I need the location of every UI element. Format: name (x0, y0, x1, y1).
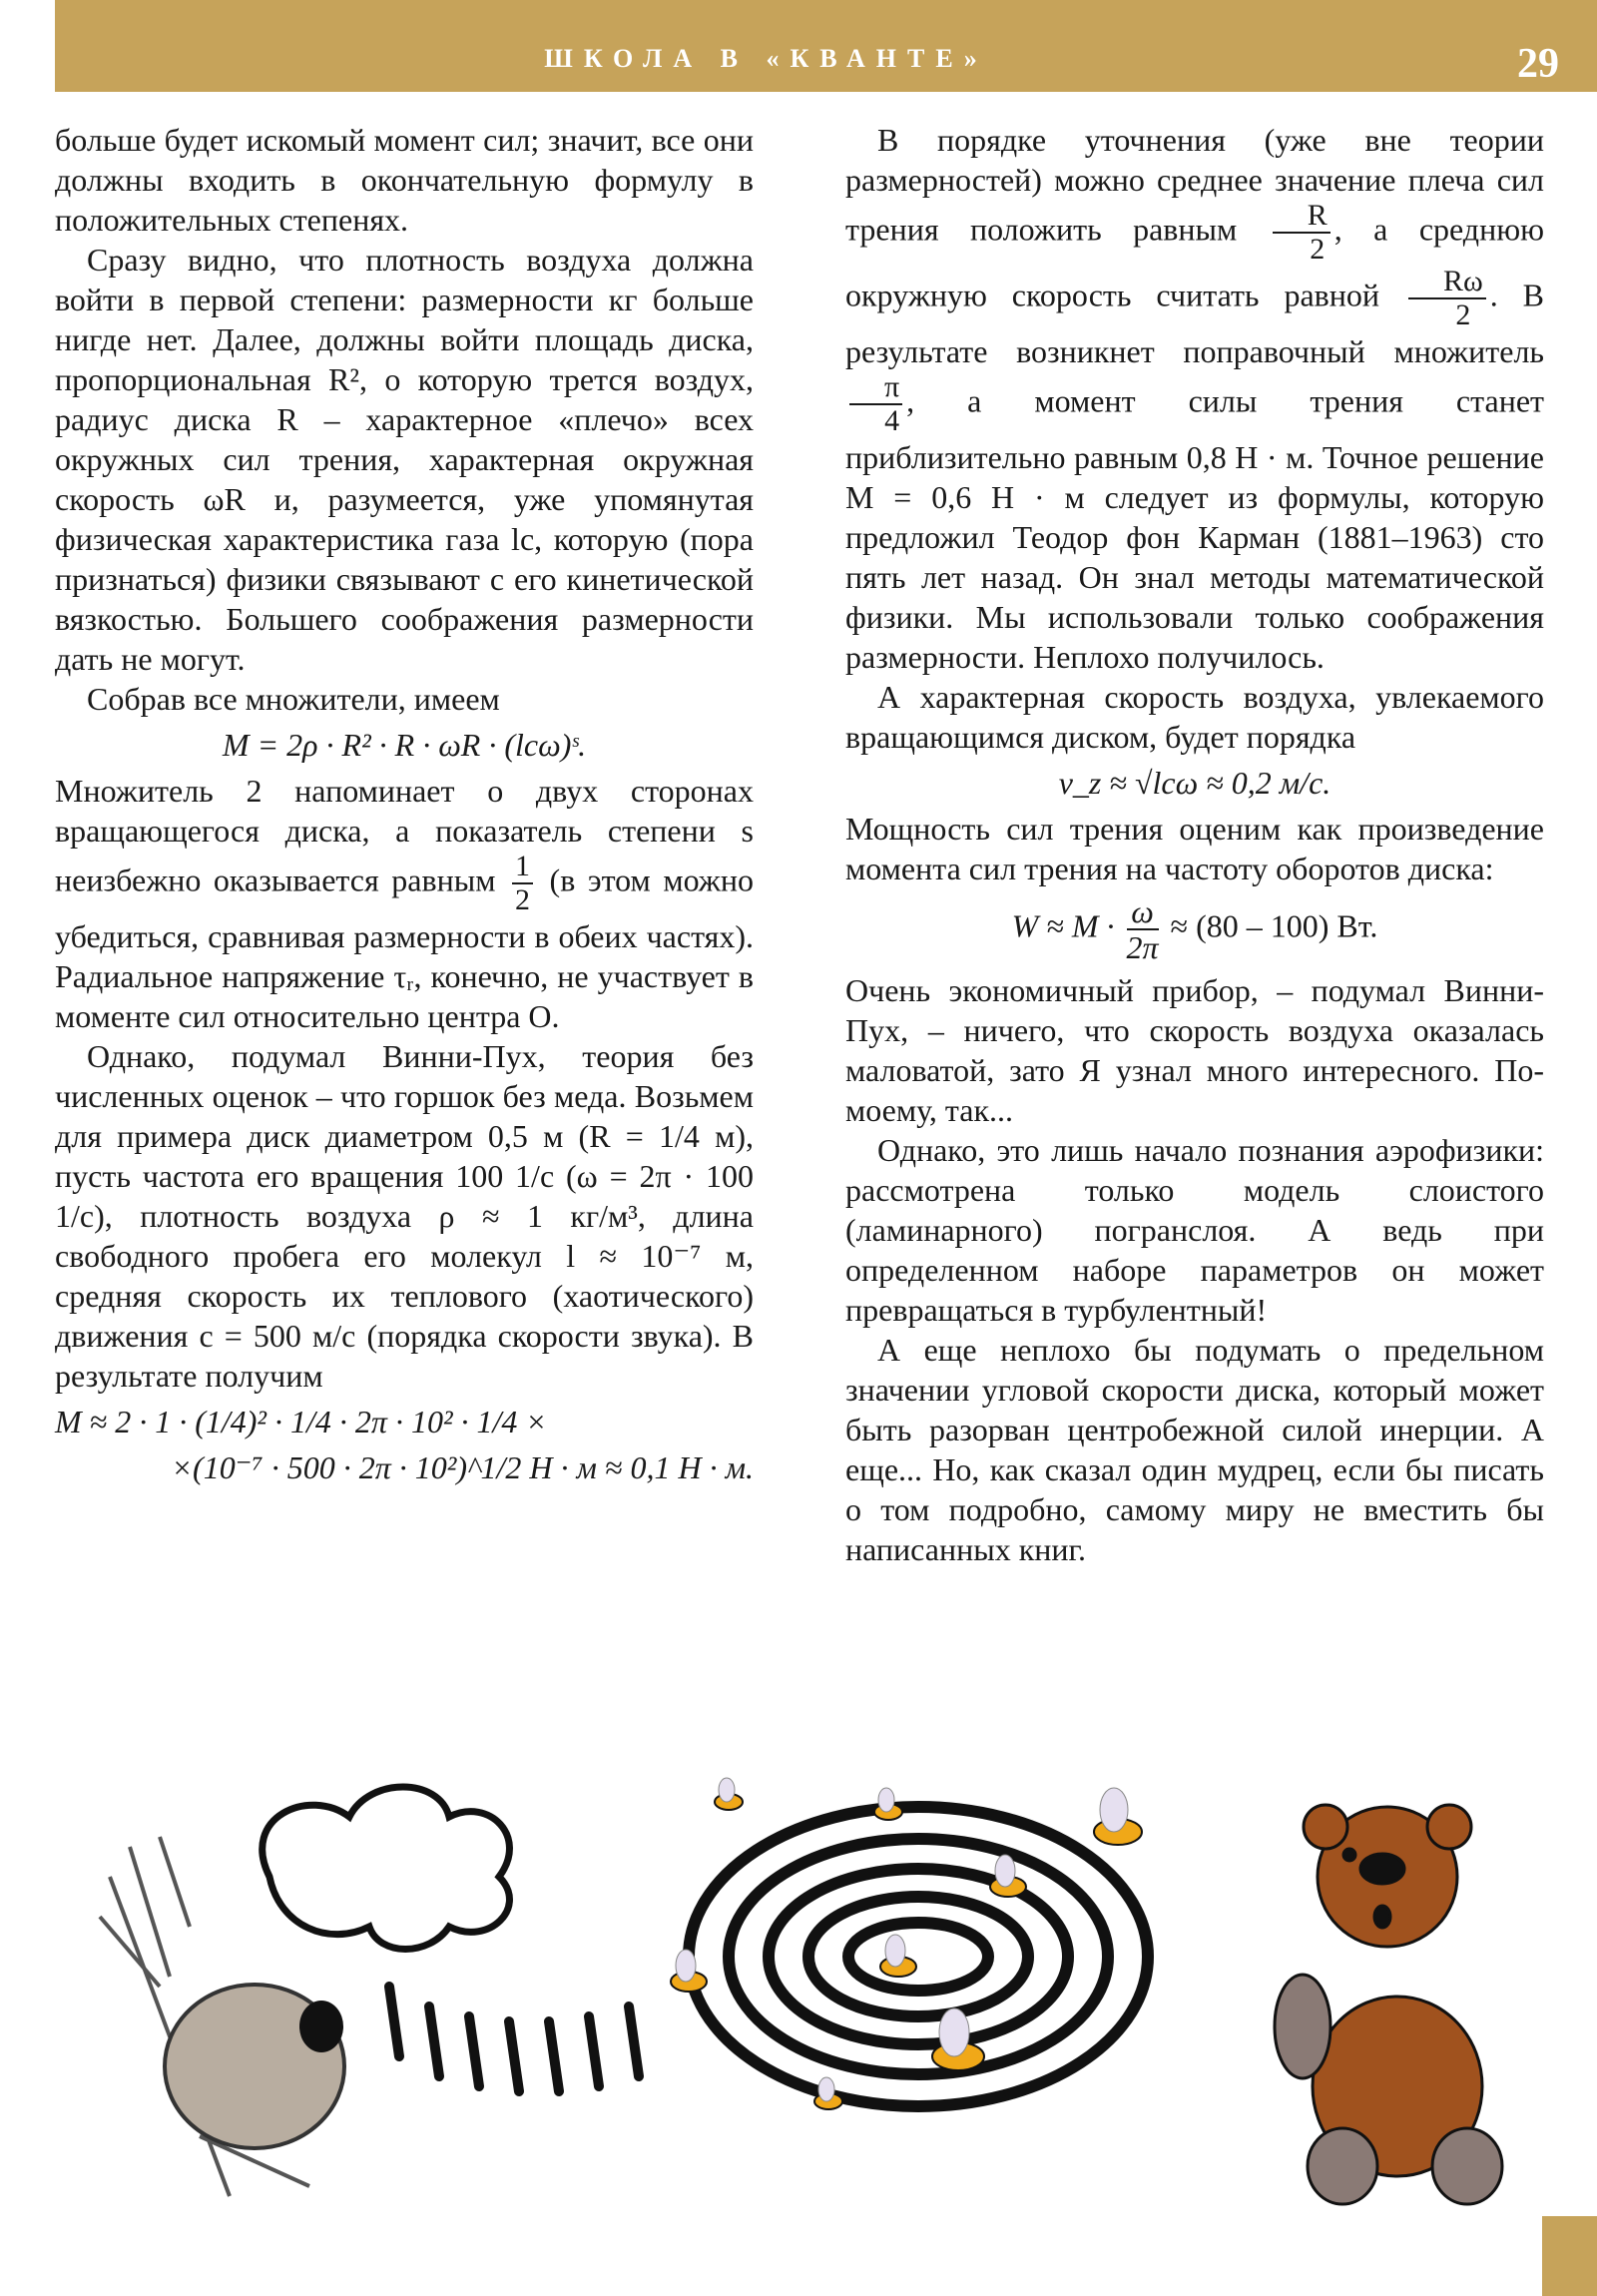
left-paragraph-4-start: Множитель 2 напоминает о двух сторонах вращающегося диска, а показатель степени s неизбежно оказывается равным (55, 773, 754, 898)
formula-moment: M = 2ρ · R² · R · ωR · (lcω)ˢ. (222, 727, 587, 763)
formula-estimate-line-2: ×(10⁻⁷ · 500 · 2π · 10²)^1/2 Н · м ≈ 0,1 Н · м. (171, 1449, 754, 1485)
fraction-denominator: 4 (884, 404, 900, 437)
right-paragraph-6: А еще неплохо бы подумать о предельном значении угловой скорости диска, который может быть разорван центробежной силой инерции. А еще... Но, как сказал один мудрец, если бы писать о том подробно, самому миру не вместить бы написанных книг. (845, 1332, 1544, 1567)
fraction-denominator: 2 (1455, 298, 1471, 331)
left-column (55, 120, 754, 1493)
bee-icon (671, 1950, 707, 1992)
illustration-winnie-beehive (90, 1757, 1527, 2226)
formula-power (845, 894, 1544, 964)
right-paragraph-5: Однако, это лишь начало познания аэрофизики: рассмотрена только модель слоистого (ламинарного) погранслоя. А ведь при определенном наборе параметров он может превращаться в турбулентный! (845, 1132, 1544, 1328)
fraction-denominator: 2π (1126, 929, 1159, 965)
left-paragraph-4-end: (в этом можно убедиться, сравнивая размерности в обеих частях). Радиальное напряжение τᵣ, конечно, не участвует в моменте сил относительно центра O. (55, 861, 755, 1034)
fraction-denominator: 2 (1310, 233, 1326, 266)
left-paragraph-2: Сразу видно, что плотность воздуха должна войти в первой степени: размерности кг больше нигде нет. Далее, должны войти площадь диска, пропорциональная R², о которую трется воздух, радиус диска R – характерное «плечо» всех окружных сил трения, характерная окружная скорость ωR и, разумеется, уже упомянутая физическая характеристика газа lc, которую (пора признаться) физики связывают с его кинетической вязкостью. Большего соображения размерности дать не могут. (55, 242, 754, 677)
right-paragraph-1-c: . В результате возникнет поправочный множитель (845, 277, 1545, 369)
corner-accent-block (1542, 2216, 1597, 2296)
winnie-the-pooh (1275, 1805, 1502, 2204)
right-paragraph-1-b: , а среднюю окружную скорость считать равной (845, 211, 1545, 313)
formula-power-left: W ≈ M · (1011, 907, 1115, 944)
bear-ear (1304, 1805, 1347, 1849)
bee-icon (880, 1935, 916, 1977)
left-paragraph-4 (55, 771, 754, 1036)
fraction-numerator: 1 (512, 851, 533, 884)
fraction-romega-half (1408, 266, 1486, 331)
bear-nose (1360, 1854, 1404, 1884)
hive-entrance (299, 2001, 343, 2052)
fraction-denominator: 2 (515, 883, 530, 916)
bear-foot (1432, 2128, 1502, 2204)
bear-ear (1427, 1805, 1471, 1849)
right-paragraph-1 (845, 120, 1544, 677)
formula-estimate-line-1: M ≈ 2 · 1 · (1/4)² · 1/4 · 2π · 10² · 1/4 × (55, 1404, 548, 1439)
fraction-numerator: R (1273, 200, 1331, 234)
left-paragraph-5: Однако, подумал Винни-Пух, теория без численных оценок – что горшок без меда. Возьмем для примера диск диаметром 0,5 м (R = 1/4 м), пусть частота его вращения 100 1/c (ω = 2π · 100 1/c), плотность воздуха ρ ≈ 1 кг/м³, длина свободного пробега его молекул l ≈ 10⁻⁷ м, средняя скорость их теплового (хаотического) движения c = 500 м/с (порядка скорости звука). В результате получим (55, 1038, 754, 1394)
left-paragraph-3: Собрав все множители, имеем (87, 681, 500, 717)
formula-power-right: ≈ (80 – 100) Вт. (1170, 907, 1378, 944)
fraction-omega-2pi (1127, 894, 1159, 964)
fraction-one-half (512, 851, 533, 916)
page-header (55, 0, 1597, 92)
left-paragraph-1: больше будет искомый момент сил; значит, все они должны входить в окончательную формулу в положительных степенях. (55, 122, 754, 238)
fraction-r-half (1273, 200, 1331, 266)
fraction-numerator: Rω (1408, 266, 1486, 299)
rotating-disk-vortex (689, 1807, 1148, 2106)
section-title: ШКОЛА В «КВАНТЕ» (544, 44, 988, 73)
right-paragraph-3: Мощность сил трения оценим как произведение момента сил трения на частоту оборотов диска: (845, 811, 1544, 886)
right-paragraph-4: Очень экономичный прибор, – подумал Винни-Пух, – ничего, что скорость воздуха оказалась маловатой, зато Я узнал много интересного. По-моему, так... (845, 972, 1544, 1128)
bear-arm (1275, 1975, 1331, 2078)
fraction-pi-quarter (849, 371, 902, 437)
fraction-numerator: π (849, 371, 902, 405)
air-flow (389, 1987, 639, 2091)
fraction-numerator: ω (1127, 894, 1159, 930)
formula-air-speed: v_z ≈ √lcω ≈ 0,2 м/с. (1058, 765, 1331, 801)
right-column (845, 120, 1544, 1569)
smoke-cloud (263, 1787, 510, 1950)
right-paragraph-1-d: , а момент силы трения станет приблизительно равным 0,8 Н · м. Точное решение M = 0,6 Н · м следует из формулы, которую предложил Теодор фон Карман (1881–1963) сто пять лет назад. Он знал методы математической физики. Мы использовали только соображения размерности. Неплохо получилось. (845, 382, 1544, 675)
bear-eye (1343, 1849, 1355, 1861)
bee-icon (715, 1778, 743, 1810)
bear-mouth (1374, 1906, 1390, 1928)
page-number: 29 (1517, 41, 1559, 87)
bee-icon (1094, 1788, 1142, 1845)
right-paragraph-1-a: В порядке уточнения (уже вне теории размерностей) можно среднее значение плеча сил трения положить равным (845, 122, 1544, 248)
right-paragraph-2: А характерная скорость воздуха, увлекаемого вращающимся диском, будет порядка (845, 679, 1544, 755)
bear-foot (1308, 2128, 1377, 2204)
